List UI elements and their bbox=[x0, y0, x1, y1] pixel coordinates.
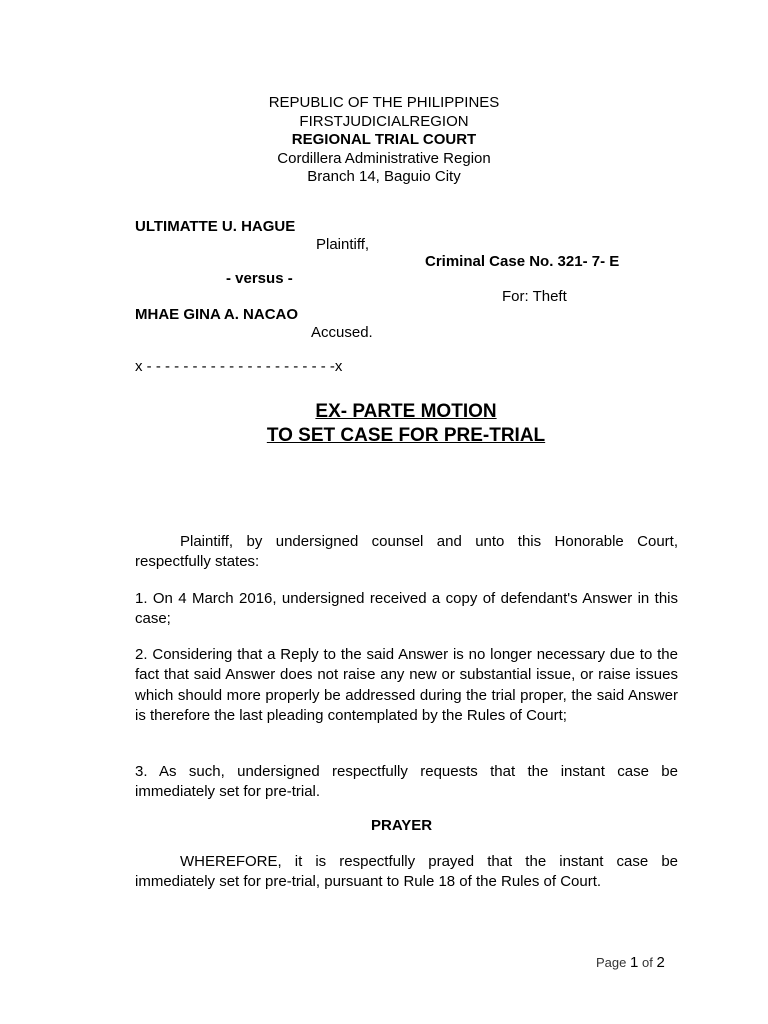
paragraph-1: 1. On 4 March 2016, undersigned received a copy of defendant's Answer in this case; bbox=[135, 590, 678, 628]
prayer-paragraph: WHEREFORE, it is respectfully prayed that the instant case be immediately set for pre-trial, pursuant to Rule 18 of the Rules of Court. bbox=[135, 853, 678, 891]
plaintiff-name: ULTIMATTE U. HAGUE bbox=[135, 218, 296, 235]
motion-title-line1: EX- PARTE MOTION bbox=[315, 401, 497, 422]
header-court: REGIONAL TRIAL COURT bbox=[291, 131, 477, 148]
versus-label: - versus - bbox=[226, 270, 293, 287]
accused-name: MHAE GINA A. NACAO bbox=[135, 306, 299, 323]
intro-paragraph: Plaintiff, by undersigned counsel and unto this Honorable Court, respectfully states: bbox=[135, 533, 678, 571]
page-word: Page bbox=[596, 955, 627, 970]
plaintiff-label: Plaintiff, bbox=[316, 236, 370, 253]
paragraph-2: 2. Considering that a Reply to the said Answer is no longer necessary due to the fact that said Answer does not raise any new or substantial issue, or raise issues which should more properly be addressed during the trial proper, the said Answer is therefore the last pleading contemplated by the Rules of Court; bbox=[135, 646, 678, 724]
case-for-label: For: Theft bbox=[502, 288, 567, 305]
header-region: FIRSTJUDICIALREGION bbox=[299, 112, 469, 130]
of-word: of bbox=[641, 955, 653, 970]
court-header bbox=[0, 94, 768, 187]
caption-separator: x - - - - - - - - - - - - - - - - - - - - -x bbox=[135, 358, 343, 375]
case-number: Criminal Case No. 321- 7- E bbox=[425, 253, 620, 270]
header-republic: REPUBLIC OF THE PHILIPPINES bbox=[268, 94, 500, 111]
total-pages: 2 bbox=[656, 954, 665, 971]
page-number bbox=[596, 954, 665, 971]
current-page: 1 bbox=[630, 954, 639, 971]
prayer-heading: PRAYER bbox=[371, 817, 433, 834]
paragraph-3: 3. As such, undersigned respectfully requests that the instant case be immediately set for pre-trial. bbox=[135, 763, 678, 801]
motion-title-line2: TO SET CASE FOR PRE-TRIAL bbox=[266, 425, 546, 446]
header-branch: Branch 14, Baguio City bbox=[307, 168, 461, 185]
accused-label: Accused. bbox=[311, 324, 373, 341]
header-admin-region: Cordillera Administrative Region bbox=[277, 149, 491, 167]
